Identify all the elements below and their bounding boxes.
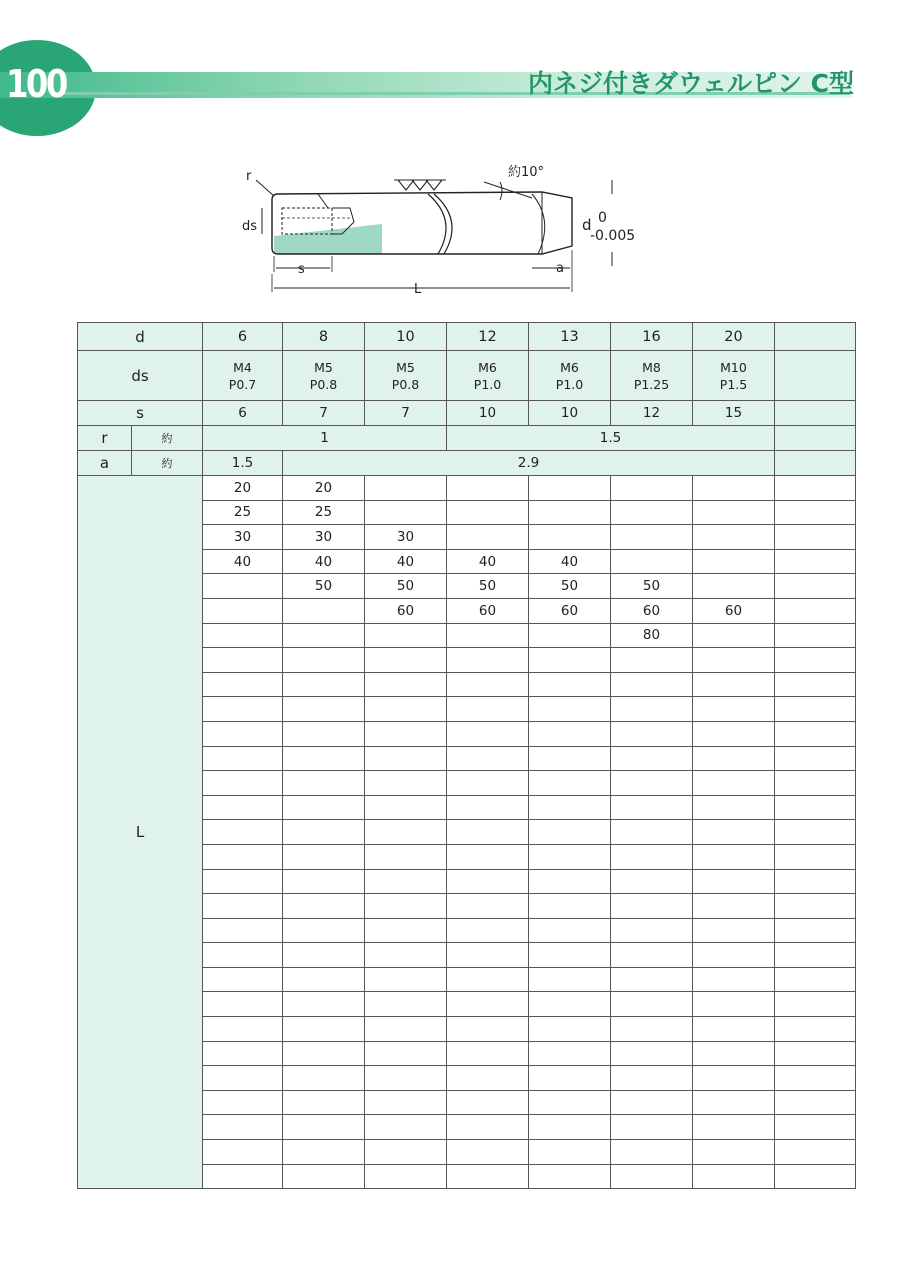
L-value: 40 <box>365 549 447 574</box>
L-value <box>447 500 529 525</box>
ds-value: M6 P1.0 <box>447 351 529 401</box>
L-value <box>447 1164 529 1189</box>
L-value <box>611 869 693 894</box>
L-value <box>447 1140 529 1165</box>
L-value <box>693 476 775 501</box>
L-value: 40 <box>203 549 283 574</box>
L-value <box>693 869 775 894</box>
row-label-ds: ds <box>78 351 203 401</box>
L-value <box>365 746 447 771</box>
L-value: 25 <box>203 500 283 525</box>
L-value <box>447 943 529 968</box>
L-value <box>693 746 775 771</box>
s-label: s <box>298 262 305 277</box>
L-value <box>611 894 693 919</box>
row-label-a: a <box>78 451 132 476</box>
L-value <box>283 672 365 697</box>
L-value: 30 <box>283 525 365 550</box>
L-value <box>775 1140 856 1165</box>
L-value <box>283 1115 365 1140</box>
L-value <box>775 894 856 919</box>
d-tolerance-upper: 0 <box>598 210 607 226</box>
L-value: 60 <box>447 598 529 623</box>
L-value: 20 <box>203 476 283 501</box>
L-value <box>447 992 529 1017</box>
L-value: 30 <box>203 525 283 550</box>
L-value <box>611 721 693 746</box>
L-value <box>775 992 856 1017</box>
s-value: 10 <box>447 401 529 426</box>
s-value: 10 <box>529 401 611 426</box>
L-value <box>693 918 775 943</box>
L-value <box>365 771 447 796</box>
L-value <box>447 746 529 771</box>
L-value <box>203 1041 283 1066</box>
L-value <box>775 1090 856 1115</box>
L-value <box>693 943 775 968</box>
row-s <box>78 401 856 426</box>
L-value <box>693 795 775 820</box>
L-value <box>283 648 365 673</box>
L-value <box>693 500 775 525</box>
L-value <box>775 623 856 648</box>
L-value <box>283 918 365 943</box>
ds-value <box>775 351 856 401</box>
L-value: 50 <box>365 574 447 599</box>
L-value <box>775 598 856 623</box>
angle-leader <box>484 182 532 198</box>
L-value <box>611 697 693 722</box>
L-label: L <box>414 282 422 297</box>
L-value <box>365 721 447 746</box>
L-value <box>693 967 775 992</box>
L-value <box>529 771 611 796</box>
L-value <box>693 1066 775 1091</box>
L-value <box>283 992 365 1017</box>
L-value <box>283 820 365 845</box>
L-value <box>693 648 775 673</box>
L-value <box>529 721 611 746</box>
L-value <box>775 820 856 845</box>
L-value <box>529 1066 611 1091</box>
L-value <box>447 1041 529 1066</box>
ds-value: M6 P1.0 <box>529 351 611 401</box>
L-value <box>775 918 856 943</box>
L-value <box>203 598 283 623</box>
L-value <box>775 500 856 525</box>
L-value <box>365 992 447 1017</box>
L-value <box>529 820 611 845</box>
row-d <box>78 323 856 351</box>
L-value <box>775 672 856 697</box>
L-value <box>283 771 365 796</box>
L-value <box>203 844 283 869</box>
L-value <box>775 648 856 673</box>
L-value: 60 <box>529 598 611 623</box>
ds-value: M4 P0.7 <box>203 351 283 401</box>
L-value <box>611 1115 693 1140</box>
L-value <box>365 894 447 919</box>
L-value <box>529 648 611 673</box>
r-label: r <box>246 169 252 184</box>
L-value: 60 <box>611 598 693 623</box>
L-value <box>611 500 693 525</box>
spec-table <box>77 322 856 1189</box>
L-value: 30 <box>365 525 447 550</box>
L-value <box>447 1115 529 1140</box>
row-r <box>78 426 856 451</box>
L-value: 20 <box>283 476 365 501</box>
L-value <box>693 697 775 722</box>
d-value <box>775 323 856 351</box>
L-value <box>283 967 365 992</box>
L-value <box>775 746 856 771</box>
L-value <box>775 1041 856 1066</box>
L-value <box>203 648 283 673</box>
L-value <box>203 771 283 796</box>
L-value <box>283 746 365 771</box>
L-value <box>693 992 775 1017</box>
ds-value: M8 P1.25 <box>611 351 693 401</box>
L-value <box>447 721 529 746</box>
L-value <box>693 672 775 697</box>
L-value <box>203 1115 283 1140</box>
L-value <box>693 623 775 648</box>
L-value <box>611 918 693 943</box>
L-value <box>365 844 447 869</box>
row-sub-r: 約 <box>132 426 203 451</box>
L-value: 25 <box>283 500 365 525</box>
thread-hole <box>282 208 332 234</box>
L-value <box>365 1090 447 1115</box>
d-value: 8 <box>283 323 365 351</box>
L-value <box>775 574 856 599</box>
L-value <box>203 795 283 820</box>
L-value <box>447 918 529 943</box>
L-value <box>203 574 283 599</box>
L-value <box>693 1041 775 1066</box>
L-value <box>775 943 856 968</box>
L-value <box>365 967 447 992</box>
L-value <box>693 1017 775 1042</box>
L-value <box>693 525 775 550</box>
L-value <box>203 1090 283 1115</box>
L-value <box>611 549 693 574</box>
L-value <box>447 820 529 845</box>
L-value <box>447 525 529 550</box>
L-value <box>447 967 529 992</box>
L-value <box>529 746 611 771</box>
page-title: 内ネジ付きダウェルピン C型 <box>527 69 854 98</box>
L-value <box>775 869 856 894</box>
L-value <box>283 1066 365 1091</box>
L-value <box>365 795 447 820</box>
L-value <box>611 1090 693 1115</box>
L-value: 50 <box>611 574 693 599</box>
L-value <box>283 869 365 894</box>
L-value <box>365 476 447 501</box>
ds-value: M5 P0.8 <box>365 351 447 401</box>
L-value <box>447 672 529 697</box>
L-value <box>611 1140 693 1165</box>
L-value <box>611 525 693 550</box>
angle-label: 約10° <box>508 165 545 180</box>
L-value <box>203 869 283 894</box>
L-value <box>611 992 693 1017</box>
L-value <box>203 967 283 992</box>
L-value <box>693 1140 775 1165</box>
L-value <box>611 1017 693 1042</box>
dowel-pin-drawing <box>232 160 672 300</box>
L-value <box>529 1090 611 1115</box>
chamfer-line <box>318 194 328 208</box>
L-value <box>203 943 283 968</box>
L-value <box>203 992 283 1017</box>
L-value <box>365 697 447 722</box>
L-value <box>775 795 856 820</box>
L-value <box>447 697 529 722</box>
row-sub-a: 約 <box>132 451 203 476</box>
L-value <box>775 844 856 869</box>
L-value <box>365 820 447 845</box>
L-value <box>611 476 693 501</box>
L-value <box>693 771 775 796</box>
L-value <box>611 795 693 820</box>
L-value <box>365 1017 447 1042</box>
L-value <box>529 525 611 550</box>
L-value <box>775 549 856 574</box>
L-value: 50 <box>283 574 365 599</box>
L-value <box>529 992 611 1017</box>
d-value: 12 <box>447 323 529 351</box>
L-value <box>447 648 529 673</box>
s-value: 6 <box>203 401 283 426</box>
L-value <box>283 795 365 820</box>
L-value <box>447 869 529 894</box>
s-value: 7 <box>365 401 447 426</box>
L-value <box>529 795 611 820</box>
L-value <box>283 1164 365 1189</box>
L-value <box>447 795 529 820</box>
L-value <box>529 894 611 919</box>
L-value <box>775 721 856 746</box>
L-value <box>283 844 365 869</box>
groove-line <box>532 194 545 254</box>
L-value <box>283 1140 365 1165</box>
L-value <box>283 721 365 746</box>
L-value <box>529 1140 611 1165</box>
L-value <box>693 721 775 746</box>
L-value <box>447 1066 529 1091</box>
L-value <box>283 598 365 623</box>
L-value <box>365 1115 447 1140</box>
L-value <box>775 1164 856 1189</box>
L-value <box>447 1017 529 1042</box>
s-value: 12 <box>611 401 693 426</box>
L-value <box>529 869 611 894</box>
L-value: 50 <box>447 574 529 599</box>
L-value <box>203 623 283 648</box>
L-value <box>611 820 693 845</box>
L-value <box>775 1115 856 1140</box>
ds-label: ds <box>242 219 258 234</box>
L-value <box>203 1017 283 1042</box>
L-value <box>611 1164 693 1189</box>
L-value <box>283 943 365 968</box>
L-value <box>693 820 775 845</box>
L-value <box>447 476 529 501</box>
L-value <box>283 1041 365 1066</box>
L-value: 60 <box>693 598 775 623</box>
L-value <box>529 1115 611 1140</box>
L-value <box>529 967 611 992</box>
L-value <box>447 623 529 648</box>
L-value <box>203 894 283 919</box>
L-value <box>529 943 611 968</box>
L-value <box>447 844 529 869</box>
r-value: 1.5 <box>447 426 775 451</box>
L-value <box>447 894 529 919</box>
L-value <box>529 1017 611 1042</box>
L-value <box>529 697 611 722</box>
L-value <box>693 549 775 574</box>
L-value <box>203 721 283 746</box>
d-value: 6 <box>203 323 283 351</box>
L-value: 40 <box>447 549 529 574</box>
d-value: 13 <box>529 323 611 351</box>
L-value <box>203 1140 283 1165</box>
L-value <box>775 1066 856 1091</box>
L-value: 40 <box>283 549 365 574</box>
L-value <box>529 1041 611 1066</box>
L-value <box>693 1115 775 1140</box>
L-value <box>203 697 283 722</box>
L-value <box>203 918 283 943</box>
L-value <box>203 672 283 697</box>
L-value <box>283 623 365 648</box>
L-value <box>447 1090 529 1115</box>
L-value <box>283 1090 365 1115</box>
d-value: 10 <box>365 323 447 351</box>
L-value <box>775 697 856 722</box>
L-value <box>611 1066 693 1091</box>
L-value <box>283 1017 365 1042</box>
L-value <box>447 771 529 796</box>
L-value: 80 <box>611 623 693 648</box>
row-label-s: s <box>78 401 203 426</box>
L-value <box>693 844 775 869</box>
L-value <box>693 894 775 919</box>
L-value <box>365 943 447 968</box>
d-value: 20 <box>693 323 775 351</box>
L-value: 50 <box>529 574 611 599</box>
section-hatch <box>274 224 382 254</box>
row-ds <box>78 351 856 401</box>
L-value <box>611 771 693 796</box>
surface-finish-mark <box>398 180 442 190</box>
L-value <box>365 672 447 697</box>
s-value: 7 <box>283 401 365 426</box>
page-number: 100 <box>6 62 66 106</box>
L-value <box>693 1090 775 1115</box>
L-value <box>365 1140 447 1165</box>
L-value <box>203 820 283 845</box>
L-value <box>775 771 856 796</box>
s-value <box>775 401 856 426</box>
L-value <box>693 1164 775 1189</box>
L-row <box>78 476 856 501</box>
d-label: d <box>582 216 592 234</box>
a-value-empty <box>775 451 856 476</box>
L-value <box>611 844 693 869</box>
L-value <box>529 844 611 869</box>
L-value <box>775 525 856 550</box>
L-value <box>203 746 283 771</box>
L-value <box>365 1164 447 1189</box>
L-value <box>611 648 693 673</box>
L-value <box>693 574 775 599</box>
L-value <box>775 1017 856 1042</box>
row-label-L: L <box>78 476 203 1189</box>
a-label: a <box>556 261 564 276</box>
L-value <box>283 697 365 722</box>
L-value <box>611 967 693 992</box>
L-value <box>283 894 365 919</box>
ds-value: M10 P1.5 <box>693 351 775 401</box>
s-value: 15 <box>693 401 775 426</box>
L-value <box>365 869 447 894</box>
L-value: 40 <box>529 549 611 574</box>
L-value <box>365 918 447 943</box>
row-label-r: r <box>78 426 132 451</box>
row-label-d: d <box>78 323 203 351</box>
L-value <box>529 1164 611 1189</box>
L-value <box>775 967 856 992</box>
r-value-empty <box>775 426 856 451</box>
row-a <box>78 451 856 476</box>
L-value <box>365 648 447 673</box>
L-value <box>611 943 693 968</box>
angle-arc <box>500 182 502 200</box>
r-leader <box>256 180 274 196</box>
L-value <box>529 918 611 943</box>
L-value <box>365 500 447 525</box>
L-value <box>529 500 611 525</box>
L-value <box>611 672 693 697</box>
d-tolerance-lower: -0.005 <box>590 228 636 244</box>
L-value <box>365 1041 447 1066</box>
L-value <box>203 1066 283 1091</box>
L-value <box>529 623 611 648</box>
a-value: 2.9 <box>283 451 775 476</box>
a-value: 1.5 <box>203 451 283 476</box>
L-value: 60 <box>365 598 447 623</box>
L-value <box>203 1164 283 1189</box>
L-value <box>365 623 447 648</box>
L-value <box>365 1066 447 1091</box>
d-value: 16 <box>611 323 693 351</box>
L-value <box>611 1041 693 1066</box>
L-value <box>529 672 611 697</box>
ds-value: M5 P0.8 <box>283 351 365 401</box>
r-value: 1 <box>203 426 447 451</box>
L-value <box>529 476 611 501</box>
L-value <box>611 746 693 771</box>
L-value <box>775 476 856 501</box>
